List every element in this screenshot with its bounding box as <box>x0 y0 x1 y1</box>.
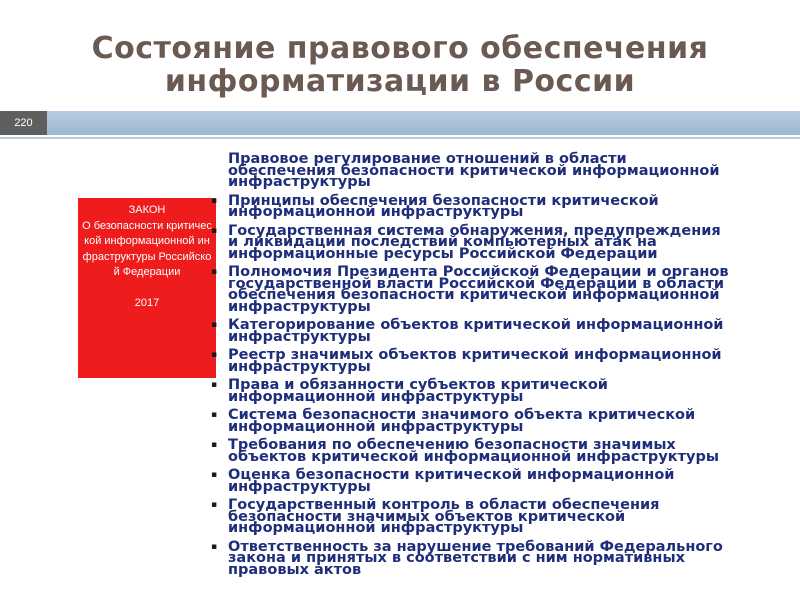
bullet-icon: ▪ <box>211 541 218 552</box>
topic-item-line: Государственный контроль в области обеспечения <box>228 497 660 513</box>
topic-item-line: информационные ресурсы Российской Федерации <box>228 245 658 262</box>
topic-item <box>206 264 800 315</box>
bullet-icon: ▪ <box>211 195 218 206</box>
bullet-icon: ▪ <box>211 440 218 450</box>
topic-item-line: объектов критической информационной инфраструктуры <box>228 448 719 465</box>
topic-item <box>206 407 800 435</box>
topic-item-line: информационной инфраструктуры <box>228 388 524 405</box>
header-divider <box>0 137 800 139</box>
topic-item <box>206 317 800 345</box>
topic-item <box>206 151 800 190</box>
topic-item-line: Права и обязанности субъектов критической <box>228 377 608 393</box>
topic-item <box>206 437 800 465</box>
law-year: 2017 <box>134 296 160 309</box>
topic-item-line: Требования по обеспечению безопасности значимых <box>228 437 676 453</box>
bullet-icon: ▪ <box>211 410 218 420</box>
topic-item-line: обеспечения безопасности критической информационной <box>228 287 720 303</box>
topic-list <box>206 147 800 576</box>
topic-item-line: информационной инфраструктуры <box>228 418 524 435</box>
topic-item <box>206 222 800 262</box>
topic-item-line: инфраструктуры <box>228 328 371 345</box>
bullet-icon: ▪ <box>211 225 218 236</box>
topic-item <box>206 377 800 405</box>
topic-item-line: инфраструктуры <box>228 358 371 375</box>
topic-item-line: Принципы обеспечения безопасности критической <box>228 192 659 209</box>
bullet-icon: ▪ <box>211 500 218 510</box>
slide-title-line-1: Состояние правового обеспечения <box>91 31 709 66</box>
topic-item-line: Правовое регулирование отношений в области <box>228 151 627 167</box>
topic-item-line: закона и принятых в соответствии с ним нормативных <box>228 550 685 566</box>
topic-item-line: безопасности значимых объектов критической <box>228 508 626 525</box>
topic-item-line: Реестр значимых объектов критической информационной <box>228 347 722 363</box>
topic-item <box>206 497 800 536</box>
bullet-icon: ▪ <box>211 320 218 330</box>
topic-item <box>206 538 800 578</box>
law-box <box>78 198 216 378</box>
law-keyword: ЗАКОН <box>128 204 166 216</box>
topic-item-line: обеспечения безопасности критической информационной <box>228 162 720 179</box>
topic-item-line: государственной власти Российской Федерации в области <box>228 275 725 292</box>
topic-item-line: Система безопасности значимого объекта критической <box>228 407 696 423</box>
topic-item-line: Категорирование объектов критической информационной <box>228 317 724 333</box>
topic-item-line: инфраструктуры <box>228 298 371 315</box>
header-band <box>47 111 800 135</box>
bullet-icon: ▪ <box>211 267 218 277</box>
slide-number: 220 <box>14 117 33 129</box>
topic-item-line: и ликвидации последствий компьютерных атак на <box>228 234 657 250</box>
topic-item <box>206 192 800 220</box>
law-name: О безопасности критической информационной инфраструктуры Российской Федерации <box>82 219 212 278</box>
slide-title-line-2: информатизации в России <box>164 64 636 99</box>
topic-item <box>206 467 800 495</box>
topic-item-line: инфраструктуры <box>228 174 371 190</box>
topic-item-line: Ответственность за нарушение требований Федерального <box>228 538 723 555</box>
topic-item-line: информационной инфраструктуры <box>228 520 524 536</box>
bullet-icon: ▪ <box>211 350 218 360</box>
bullet-icon: ▪ <box>211 380 218 390</box>
topic-item-line: информационной инфраструктуры <box>228 204 524 220</box>
topic-item-line: правовых актов <box>228 561 362 578</box>
slide-title <box>40 32 760 98</box>
bullet-icon: ▪ <box>211 470 218 480</box>
topic-item-line: инфраструктуры <box>228 478 371 495</box>
topic-item-line: Оценка безопасности критической информационной <box>228 467 675 483</box>
topic-item <box>206 347 800 375</box>
topic-item-line: Государственная система обнаружения, предупреждения <box>228 222 721 239</box>
topic-item-line: Полномочия Президента Российской Федерации и органов <box>228 264 729 280</box>
